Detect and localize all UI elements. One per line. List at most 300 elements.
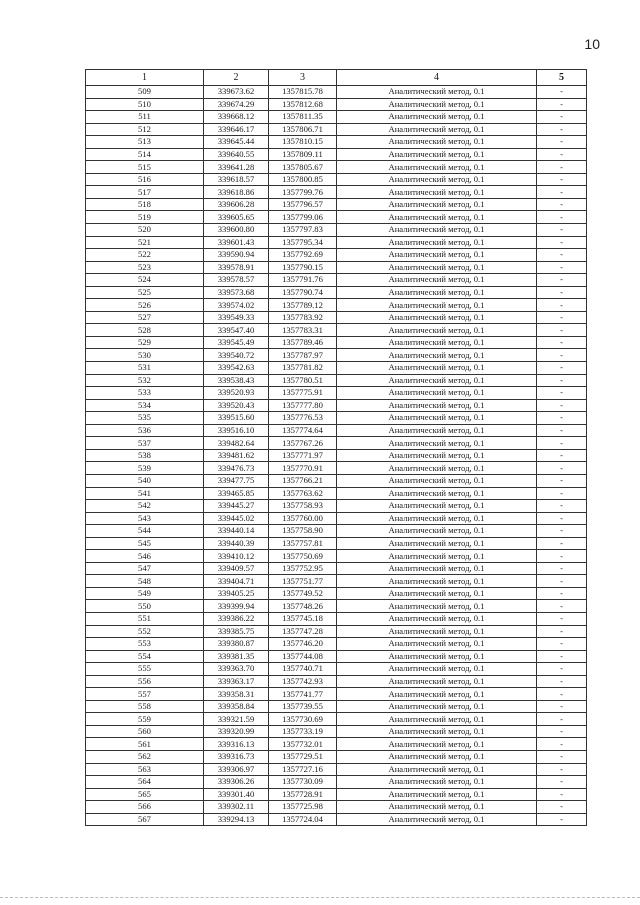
- x-coordinate-cell: 339600.80: [204, 224, 269, 237]
- x-coordinate-cell: 339545.49: [204, 336, 269, 349]
- point-number-cell: 532: [86, 374, 204, 387]
- point-number-cell: 515: [86, 161, 204, 174]
- method-cell: Аналитический метод, 0.1: [337, 738, 537, 751]
- table-row: [86, 249, 587, 262]
- column-5-cell: -: [537, 763, 587, 776]
- method-cell: Аналитический метод, 0.1: [337, 224, 537, 237]
- x-coordinate-cell: 339363.70: [204, 663, 269, 676]
- column-5-cell: -: [537, 399, 587, 412]
- y-coordinate-cell: 1357730.09: [269, 776, 337, 789]
- point-number-cell: 556: [86, 675, 204, 688]
- table-row: [86, 362, 587, 375]
- method-cell: Аналитический метод, 0.1: [337, 98, 537, 111]
- y-coordinate-cell: 1357763.62: [269, 487, 337, 500]
- x-coordinate-cell: 339381.35: [204, 650, 269, 663]
- table-row: [86, 625, 587, 638]
- method-cell: Аналитический метод, 0.1: [337, 587, 537, 600]
- method-cell: Аналитический метод, 0.1: [337, 600, 537, 613]
- column-5-cell: -: [537, 173, 587, 186]
- method-cell: Аналитический метод, 0.1: [337, 198, 537, 211]
- method-cell: Аналитический метод, 0.1: [337, 675, 537, 688]
- column-5-cell: -: [537, 638, 587, 651]
- column-5-cell: -: [537, 612, 587, 625]
- y-coordinate-cell: 1357810.15: [269, 136, 337, 149]
- point-number-cell: 538: [86, 449, 204, 462]
- table-row: [86, 311, 587, 324]
- x-coordinate-cell: 339301.40: [204, 788, 269, 801]
- method-cell: Аналитический метод, 0.1: [337, 148, 537, 161]
- method-cell: Аналитический метод, 0.1: [337, 274, 537, 287]
- table-row: [86, 336, 587, 349]
- method-cell: Аналитический метод, 0.1: [337, 650, 537, 663]
- column-header: 4: [337, 70, 537, 86]
- table-row: [86, 412, 587, 425]
- column-header: 5: [537, 70, 587, 86]
- column-5-cell: -: [537, 650, 587, 663]
- table-row: [86, 813, 587, 826]
- y-coordinate-cell: 1357730.69: [269, 713, 337, 726]
- column-5-cell: -: [537, 750, 587, 763]
- point-number-cell: 542: [86, 500, 204, 513]
- y-coordinate-cell: 1357757.81: [269, 537, 337, 550]
- column-5-cell: -: [537, 575, 587, 588]
- table-row: [86, 537, 587, 550]
- x-coordinate-cell: 339540.72: [204, 349, 269, 362]
- column-5-cell: -: [537, 148, 587, 161]
- x-coordinate-cell: 339404.71: [204, 575, 269, 588]
- table-body: [86, 86, 587, 826]
- table-row: [86, 663, 587, 676]
- y-coordinate-cell: 1357749.52: [269, 587, 337, 600]
- method-cell: Аналитический метод, 0.1: [337, 362, 537, 375]
- point-number-cell: 548: [86, 575, 204, 588]
- y-coordinate-cell: 1357780.51: [269, 374, 337, 387]
- method-cell: Аналитический метод, 0.1: [337, 688, 537, 701]
- method-cell: Аналитический метод, 0.1: [337, 236, 537, 249]
- point-number-cell: 563: [86, 763, 204, 776]
- y-coordinate-cell: 1357799.06: [269, 211, 337, 224]
- y-coordinate-cell: 1357745.18: [269, 612, 337, 625]
- table-row: [86, 750, 587, 763]
- column-5-cell: -: [537, 336, 587, 349]
- table-row: [86, 274, 587, 287]
- column-5-cell: -: [537, 587, 587, 600]
- table-row: [86, 713, 587, 726]
- column-5-cell: -: [537, 98, 587, 111]
- y-coordinate-cell: 1357809.11: [269, 148, 337, 161]
- point-number-cell: 519: [86, 211, 204, 224]
- column-5-cell: -: [537, 211, 587, 224]
- method-cell: Аналитический метод, 0.1: [337, 324, 537, 337]
- y-coordinate-cell: 1357806.71: [269, 123, 337, 136]
- point-number-cell: 552: [86, 625, 204, 638]
- method-cell: Аналитический метод, 0.1: [337, 575, 537, 588]
- method-cell: Аналитический метод, 0.1: [337, 449, 537, 462]
- x-coordinate-cell: 339306.97: [204, 763, 269, 776]
- x-coordinate-cell: 339574.02: [204, 299, 269, 312]
- column-5-cell: -: [537, 198, 587, 211]
- point-number-cell: 541: [86, 487, 204, 500]
- y-coordinate-cell: 1357790.74: [269, 286, 337, 299]
- x-coordinate-cell: 339668.12: [204, 111, 269, 124]
- y-coordinate-cell: 1357789.46: [269, 336, 337, 349]
- table-row: [86, 550, 587, 563]
- y-coordinate-cell: 1357770.91: [269, 462, 337, 475]
- y-coordinate-cell: 1357729.51: [269, 750, 337, 763]
- column-5-cell: -: [537, 161, 587, 174]
- x-coordinate-cell: 339316.73: [204, 750, 269, 763]
- table-row: [86, 638, 587, 651]
- x-coordinate-cell: 339465.85: [204, 487, 269, 500]
- method-cell: Аналитический метод, 0.1: [337, 500, 537, 513]
- method-cell: Аналитический метод, 0.1: [337, 412, 537, 425]
- footer-divider: [0, 897, 640, 898]
- table-row: [86, 600, 587, 613]
- point-number-cell: 547: [86, 562, 204, 575]
- table-row: [86, 776, 587, 789]
- column-5-cell: -: [537, 86, 587, 99]
- point-number-cell: 518: [86, 198, 204, 211]
- point-number-cell: 565: [86, 788, 204, 801]
- y-coordinate-cell: 1357766.21: [269, 474, 337, 487]
- column-5-cell: -: [537, 550, 587, 563]
- column-5-cell: -: [537, 274, 587, 287]
- point-number-cell: 513: [86, 136, 204, 149]
- x-coordinate-cell: 339601.43: [204, 236, 269, 249]
- y-coordinate-cell: 1357789.12: [269, 299, 337, 312]
- method-cell: Аналитический метод, 0.1: [337, 374, 537, 387]
- point-number-cell: 524: [86, 274, 204, 287]
- table-row: [86, 474, 587, 487]
- point-number-cell: 512: [86, 123, 204, 136]
- point-number-cell: 534: [86, 399, 204, 412]
- x-coordinate-cell: 339645.44: [204, 136, 269, 149]
- column-5-cell: -: [537, 663, 587, 676]
- table-row: [86, 236, 587, 249]
- coordinates-table: [85, 69, 587, 826]
- method-cell: Аналитический метод, 0.1: [337, 349, 537, 362]
- table-row: [86, 449, 587, 462]
- y-coordinate-cell: 1357746.20: [269, 638, 337, 651]
- x-coordinate-cell: 339481.62: [204, 449, 269, 462]
- method-cell: Аналитический метод, 0.1: [337, 249, 537, 262]
- column-5-cell: -: [537, 123, 587, 136]
- x-coordinate-cell: 339674.29: [204, 98, 269, 111]
- table-row: [86, 462, 587, 475]
- y-coordinate-cell: 1357724.04: [269, 813, 337, 826]
- point-number-cell: 522: [86, 249, 204, 262]
- x-coordinate-cell: 339578.91: [204, 261, 269, 274]
- method-cell: Аналитический метод, 0.1: [337, 86, 537, 99]
- table-row: [86, 587, 587, 600]
- point-number-cell: 537: [86, 437, 204, 450]
- point-number-cell: 546: [86, 550, 204, 563]
- column-5-cell: -: [537, 387, 587, 400]
- column-5-cell: -: [537, 600, 587, 613]
- column-header: 2: [204, 70, 269, 86]
- method-cell: Аналитический метод, 0.1: [337, 550, 537, 563]
- x-coordinate-cell: 339515.60: [204, 412, 269, 425]
- y-coordinate-cell: 1357752.95: [269, 562, 337, 575]
- point-number-cell: 510: [86, 98, 204, 111]
- y-coordinate-cell: 1357747.28: [269, 625, 337, 638]
- point-number-cell: 554: [86, 650, 204, 663]
- column-5-cell: -: [537, 286, 587, 299]
- x-coordinate-cell: 339358.84: [204, 700, 269, 713]
- point-number-cell: 539: [86, 462, 204, 475]
- point-number-cell: 549: [86, 587, 204, 600]
- method-cell: Аналитический метод, 0.1: [337, 487, 537, 500]
- point-number-cell: 516: [86, 173, 204, 186]
- method-cell: Аналитический метод, 0.1: [337, 562, 537, 575]
- table-row: [86, 261, 587, 274]
- column-5-cell: -: [537, 801, 587, 814]
- table-row: [86, 399, 587, 412]
- method-cell: Аналитический метод, 0.1: [337, 525, 537, 538]
- method-cell: Аналитический метод, 0.1: [337, 776, 537, 789]
- point-number-cell: 521: [86, 236, 204, 249]
- table-row: [86, 86, 587, 99]
- y-coordinate-cell: 1357728.91: [269, 788, 337, 801]
- column-5-cell: -: [537, 625, 587, 638]
- x-coordinate-cell: 339445.27: [204, 500, 269, 513]
- y-coordinate-cell: 1357783.92: [269, 311, 337, 324]
- y-coordinate-cell: 1357812.68: [269, 98, 337, 111]
- table-row: [86, 198, 587, 211]
- x-coordinate-cell: 339445.02: [204, 512, 269, 525]
- point-number-cell: 511: [86, 111, 204, 124]
- table-header-row: [86, 70, 587, 86]
- y-coordinate-cell: 1357748.26: [269, 600, 337, 613]
- point-number-cell: 528: [86, 324, 204, 337]
- method-cell: Аналитический метод, 0.1: [337, 512, 537, 525]
- table-row: [86, 211, 587, 224]
- column-5-cell: -: [537, 374, 587, 387]
- method-cell: Аналитический метод, 0.1: [337, 725, 537, 738]
- method-cell: Аналитический метод, 0.1: [337, 663, 537, 676]
- point-number-cell: 558: [86, 700, 204, 713]
- method-cell: Аналитический метод, 0.1: [337, 424, 537, 437]
- method-cell: Аналитический метод, 0.1: [337, 286, 537, 299]
- table-row: [86, 512, 587, 525]
- y-coordinate-cell: 1357811.35: [269, 111, 337, 124]
- point-number-cell: 527: [86, 311, 204, 324]
- y-coordinate-cell: 1357790.15: [269, 261, 337, 274]
- table-row: [86, 500, 587, 513]
- y-coordinate-cell: 1357767.26: [269, 437, 337, 450]
- point-number-cell: 555: [86, 663, 204, 676]
- y-coordinate-cell: 1357797.83: [269, 224, 337, 237]
- column-5-cell: -: [537, 474, 587, 487]
- y-coordinate-cell: 1357739.55: [269, 700, 337, 713]
- y-coordinate-cell: 1357799.76: [269, 186, 337, 199]
- point-number-cell: 551: [86, 612, 204, 625]
- table-row: [86, 324, 587, 337]
- table-row: [86, 688, 587, 701]
- column-5-cell: -: [537, 525, 587, 538]
- point-number-cell: 517: [86, 186, 204, 199]
- y-coordinate-cell: 1357758.90: [269, 525, 337, 538]
- point-number-cell: 560: [86, 725, 204, 738]
- method-cell: Аналитический метод, 0.1: [337, 111, 537, 124]
- table-row: [86, 650, 587, 663]
- x-coordinate-cell: 339399.94: [204, 600, 269, 613]
- point-number-cell: 526: [86, 299, 204, 312]
- table-row: [86, 224, 587, 237]
- method-cell: Аналитический метод, 0.1: [337, 311, 537, 324]
- table-row: [86, 700, 587, 713]
- column-5-cell: -: [537, 813, 587, 826]
- table-row: [86, 437, 587, 450]
- y-coordinate-cell: 1357781.82: [269, 362, 337, 375]
- y-coordinate-cell: 1357783.31: [269, 324, 337, 337]
- x-coordinate-cell: 339646.17: [204, 123, 269, 136]
- x-coordinate-cell: 339358.31: [204, 688, 269, 701]
- point-number-cell: 520: [86, 224, 204, 237]
- table-row: [86, 161, 587, 174]
- point-number-cell: 544: [86, 525, 204, 538]
- method-cell: Аналитический метод, 0.1: [337, 387, 537, 400]
- method-cell: Аналитический метод, 0.1: [337, 123, 537, 136]
- table-row: [86, 98, 587, 111]
- point-number-cell: 525: [86, 286, 204, 299]
- x-coordinate-cell: 339320.99: [204, 725, 269, 738]
- method-cell: Аналитический метод, 0.1: [337, 186, 537, 199]
- x-coordinate-cell: 339549.33: [204, 311, 269, 324]
- method-cell: Аналитический метод, 0.1: [337, 763, 537, 776]
- method-cell: Аналитический метод, 0.1: [337, 625, 537, 638]
- point-number-cell: 562: [86, 750, 204, 763]
- x-coordinate-cell: 339380.87: [204, 638, 269, 651]
- column-5-cell: -: [537, 311, 587, 324]
- table-row: [86, 525, 587, 538]
- column-5-cell: -: [537, 299, 587, 312]
- method-cell: Аналитический метод, 0.1: [337, 750, 537, 763]
- table-row: [86, 123, 587, 136]
- table-row: [86, 801, 587, 814]
- x-coordinate-cell: 339306.26: [204, 776, 269, 789]
- column-5-cell: -: [537, 512, 587, 525]
- method-cell: Аналитический метод, 0.1: [337, 700, 537, 713]
- point-number-cell: 533: [86, 387, 204, 400]
- column-5-cell: -: [537, 700, 587, 713]
- point-number-cell: 509: [86, 86, 204, 99]
- column-5-cell: -: [537, 349, 587, 362]
- point-number-cell: 566: [86, 801, 204, 814]
- y-coordinate-cell: 1357805.67: [269, 161, 337, 174]
- y-coordinate-cell: 1357742.93: [269, 675, 337, 688]
- point-number-cell: 536: [86, 424, 204, 437]
- x-coordinate-cell: 339542.63: [204, 362, 269, 375]
- column-header: 1: [86, 70, 204, 86]
- table-row: [86, 575, 587, 588]
- y-coordinate-cell: 1357758.93: [269, 500, 337, 513]
- column-5-cell: -: [537, 449, 587, 462]
- x-coordinate-cell: 339302.11: [204, 801, 269, 814]
- y-coordinate-cell: 1357751.77: [269, 575, 337, 588]
- x-coordinate-cell: 339606.28: [204, 198, 269, 211]
- y-coordinate-cell: 1357800.85: [269, 173, 337, 186]
- column-5-cell: -: [537, 424, 587, 437]
- table-row: [86, 136, 587, 149]
- x-coordinate-cell: 339440.39: [204, 537, 269, 550]
- point-number-cell: 564: [86, 776, 204, 789]
- method-cell: Аналитический метод, 0.1: [337, 211, 537, 224]
- point-number-cell: 535: [86, 412, 204, 425]
- y-coordinate-cell: 1357733.19: [269, 725, 337, 738]
- y-coordinate-cell: 1357791.76: [269, 274, 337, 287]
- method-cell: Аналитический метод, 0.1: [337, 474, 537, 487]
- method-cell: Аналитический метод, 0.1: [337, 336, 537, 349]
- point-number-cell: 561: [86, 738, 204, 751]
- table-row: [86, 788, 587, 801]
- column-5-cell: -: [537, 437, 587, 450]
- column-5-cell: -: [537, 462, 587, 475]
- y-coordinate-cell: 1357732.01: [269, 738, 337, 751]
- x-coordinate-cell: 339618.57: [204, 173, 269, 186]
- method-cell: Аналитический метод, 0.1: [337, 713, 537, 726]
- method-cell: Аналитический метод, 0.1: [337, 299, 537, 312]
- table-row: [86, 349, 587, 362]
- column-5-cell: -: [537, 487, 587, 500]
- y-coordinate-cell: 1357795.34: [269, 236, 337, 249]
- column-5-cell: -: [537, 136, 587, 149]
- y-coordinate-cell: 1357771.97: [269, 449, 337, 462]
- point-number-cell: 557: [86, 688, 204, 701]
- x-coordinate-cell: 339573.68: [204, 286, 269, 299]
- column-5-cell: -: [537, 236, 587, 249]
- table-row: [86, 111, 587, 124]
- x-coordinate-cell: 339605.65: [204, 211, 269, 224]
- x-coordinate-cell: 339641.28: [204, 161, 269, 174]
- y-coordinate-cell: 1357750.69: [269, 550, 337, 563]
- column-5-cell: -: [537, 224, 587, 237]
- point-number-cell: 529: [86, 336, 204, 349]
- y-coordinate-cell: 1357740.71: [269, 663, 337, 676]
- point-number-cell: 550: [86, 600, 204, 613]
- x-coordinate-cell: 339673.62: [204, 86, 269, 99]
- point-number-cell: 530: [86, 349, 204, 362]
- x-coordinate-cell: 339590.94: [204, 249, 269, 262]
- table-row: [86, 387, 587, 400]
- table-row: [86, 286, 587, 299]
- method-cell: Аналитический метод, 0.1: [337, 612, 537, 625]
- y-coordinate-cell: 1357744.08: [269, 650, 337, 663]
- x-coordinate-cell: 339476.73: [204, 462, 269, 475]
- table-row: [86, 424, 587, 437]
- x-coordinate-cell: 339385.75: [204, 625, 269, 638]
- column-5-cell: -: [537, 562, 587, 575]
- column-5-cell: -: [537, 261, 587, 274]
- table-row: [86, 612, 587, 625]
- method-cell: Аналитический метод, 0.1: [337, 462, 537, 475]
- x-coordinate-cell: 339538.43: [204, 374, 269, 387]
- x-coordinate-cell: 339482.64: [204, 437, 269, 450]
- y-coordinate-cell: 1357796.57: [269, 198, 337, 211]
- table-row: [86, 374, 587, 387]
- point-number-cell: 543: [86, 512, 204, 525]
- column-5-cell: -: [537, 249, 587, 262]
- x-coordinate-cell: 339405.25: [204, 587, 269, 600]
- method-cell: Аналитический метод, 0.1: [337, 813, 537, 826]
- column-5-cell: -: [537, 537, 587, 550]
- column-5-cell: -: [537, 675, 587, 688]
- point-number-cell: 531: [86, 362, 204, 375]
- method-cell: Аналитический метод, 0.1: [337, 537, 537, 550]
- method-cell: Аналитический метод, 0.1: [337, 161, 537, 174]
- method-cell: Аналитический метод, 0.1: [337, 399, 537, 412]
- x-coordinate-cell: 339410.12: [204, 550, 269, 563]
